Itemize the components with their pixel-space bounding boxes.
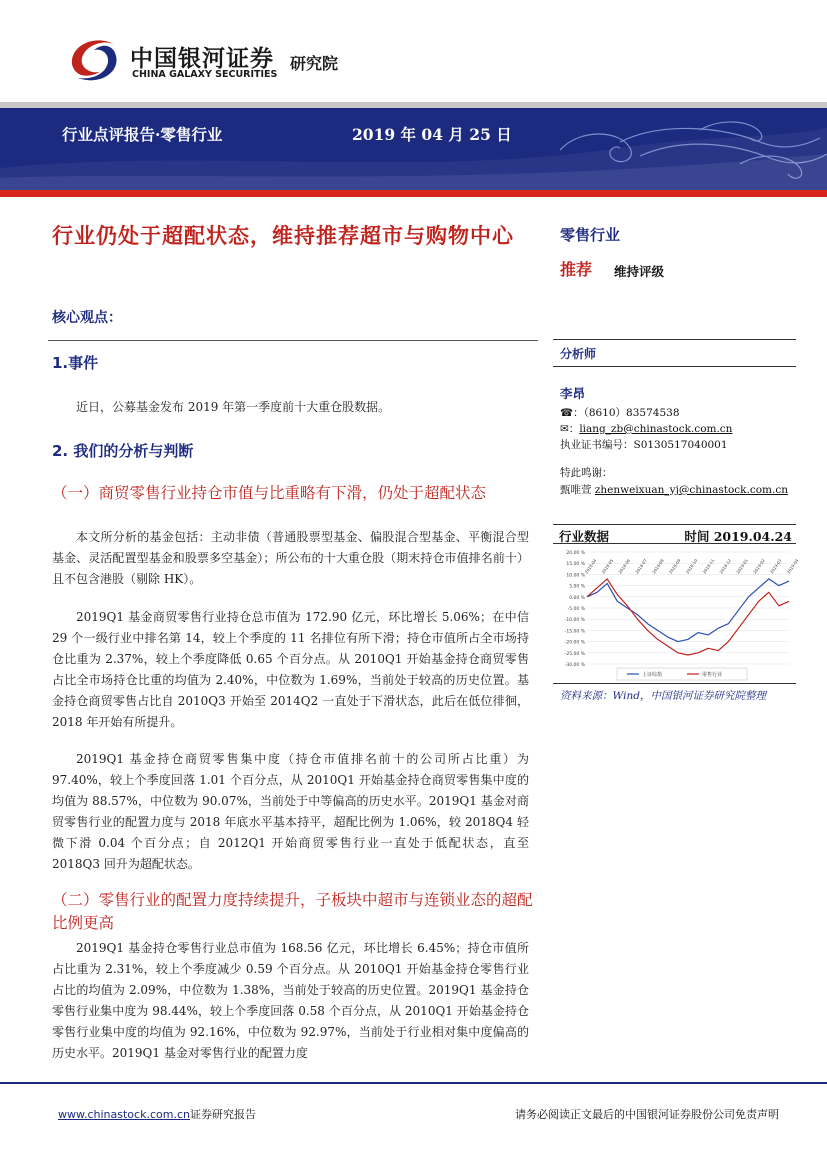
chart-source: 资料来源：Wind，中国银河证券研究院整理 [560, 690, 766, 702]
subsection-1-paragraph-2: 2019Q1 基金商贸零售行业持仓总市值为 172.90 亿元，环比增长 5.06%；在中信 29 个一级行业中排名第 14，较上个季度的 11 名排位有所下滑；持仓市值所占全市场持仓比重为 2.37%，较上个季度降低 0.65 个百分点。从 2010Q1 开始基金持仓商贸零售占比全市场持仓比重的均值为 2.40%，中位数为 1.69%，当前处于较高的历史位置。基金持仓商贸零售占比自 2010Q3 开始至 2014Q2 一直处于下滑状态，此后在低位徘徊，2018 年开始有所提升。 [52, 610, 529, 729]
thanks-row [560, 482, 788, 497]
chart-y-tick-label: 5.00 % [569, 584, 585, 590]
market-line-chart [557, 546, 800, 683]
market-data-label: 行业数据 [559, 529, 610, 544]
report-type: 行业点评报告·零售行业 [62, 125, 223, 144]
subsection-1-paragraph-1: 本文所分析的基金包括：主动非债（普通股票型基金、偏股混合型基金、平衡混合型基金、灵活配置型基金和股票多空基金）；所公布的十大重仓股（期末持仓市值排名前十）且不包含港股（剔除 HK）。 [52, 530, 529, 586]
chart-y-tick-label: -5.00 % [567, 607, 585, 612]
thanks-email[interactable]: zhenweixuan_yj@chinastock.com.cn [594, 484, 788, 496]
analyst-top-rule [553, 339, 796, 340]
chart-legend-label: 上证综指 [642, 672, 663, 678]
brand-name-cn: 中国银河证券 [130, 46, 274, 72]
event-paragraph: 近日，公募基金发布 2019 年第一季度前十大重仓股数据。 [76, 400, 391, 414]
chart-x-tick-label: 2018-05 [600, 558, 615, 575]
subsection-1-paragraph-3: 2019Q1 基金持仓商贸零售集中度（持仓市值排名前十的公司所占比重）为 97.40%，较上个季度回落 1.01 个百分点，从 2010Q1 开始基金持仓商贸零售集中度的均值为 88.57%，中位数为 90.07%，当前处于中等偏高的历史水平。2019Q1 基金对商贸零售行业的配置力度与 2018 年底水平基本持平，超配比例为 1.06%，较 2018Q4 轻微下滑 0.04 个百分点；自 2012Q1 开始商贸零售行业一直处于低配状态，直至 2018Q3 回升为超配状态。 [52, 752, 529, 871]
subsection-2-heading: （二）零售行业的配置力度持续提升，子板块中超市与连锁业态的超配比例更高 [52, 891, 533, 932]
chart-x-tick-label: 2018-10 [684, 558, 699, 575]
chart-series-line [587, 579, 789, 642]
chart-y-tick-label: -25.00 % [564, 651, 585, 657]
chart-series-line [587, 579, 789, 655]
banner-red-stripe [0, 190, 827, 197]
rating-value: 推荐 [560, 260, 593, 279]
analysis-heading: 2. 我们的分析与判断 [52, 442, 194, 460]
chart-y-tick-label: 10.00 % [566, 573, 585, 579]
analyst-email-row [560, 421, 732, 436]
footer-rule [0, 1082, 827, 1084]
chart-y-tick-label: -20.00 % [564, 640, 585, 646]
chart-x-tick-label: 2019-02 [752, 558, 766, 575]
chart-x-tick-label: 2018-11 [701, 558, 716, 575]
analyst-name: 李昂 [560, 386, 586, 401]
chart-x-tick-label: 2018-12 [718, 558, 733, 575]
analyst-cert: 执业证书编号：S0130517040001 [560, 439, 728, 451]
chart-y-tick-label: 20.00 % [566, 551, 585, 556]
analyst-phone: ☎：（8610）83574538 [560, 407, 680, 419]
market-data-time: 时间 2019.04.24 [684, 529, 792, 544]
chart-x-tick-label: 2019-03 [768, 558, 783, 575]
footer-url[interactable]: www.chinastock.com.cn [58, 1108, 190, 1121]
chart-bottom-rule [553, 683, 796, 684]
chart-y-tick-label: 15.00 % [566, 562, 585, 568]
report-banner [0, 108, 827, 190]
chart-x-tick-label: 2018-06 [617, 558, 632, 575]
analyst-email[interactable]: liang_zb@chinastock.com.cn [579, 423, 733, 435]
analyst-bottom-rule [553, 366, 796, 367]
thanks-name: 甄唯萱 [560, 484, 592, 496]
footer-label: 证券研究报告 [189, 1108, 256, 1121]
subsection-2-paragraph-1: 2019Q1 基金持仓零售行业总市值为 168.56 亿元，环比增长 6.45%；持仓市值所占比重为 2.31%，较上个季度减少 0.59 个百分点。从 2010Q1 开始基金持仓零售行业占比的均值为 2.09%，中位数为 1.38%，当前处于较高的历史位置。2019Q1 基金持仓零售行业集中度为 98.44%，较上个季度回落 0.58 个百分点，从 2010Q1 开始基金持仓零售行业集中度的均值为 92.16%，中位数为 92.97%，当前处于行业相对集中度偏高的历史水平。2019Q1 基金对零售行业的配置力度 [52, 941, 529, 1060]
galaxy-logo-icon [64, 34, 124, 86]
chart-x-tick-label: 2018-04 [583, 558, 598, 575]
chart-y-tick-label: -10.00 % [564, 618, 585, 624]
banner-swoosh-decoration [0, 108, 827, 190]
chart-y-tick-label: 0.00 % [569, 595, 585, 601]
core-divider [48, 340, 538, 341]
chart-x-tick-label: 2019-04 [785, 558, 800, 575]
chart-legend-label: 零售行业 [702, 672, 723, 678]
chart-y-tick-label: -30.00 % [564, 663, 585, 668]
analyst-label: 分析师 [560, 347, 597, 361]
subsection-1-heading: （一）商贸零售行业持仓市值与比重略有下滑，仍处于超配状态 [52, 484, 487, 502]
market-data-header [553, 524, 796, 544]
sidebar-sector: 零售行业 [560, 226, 621, 244]
footer-disclaimer: 请务必阅读正文最后的中国银河证券股份公司免责声明 [515, 1108, 779, 1121]
report-date: 2019 年 04 月 25 日 [352, 125, 512, 144]
footer-left [58, 1106, 256, 1122]
core-viewpoint-label: 核心观点： [52, 310, 122, 326]
chart-x-tick-label: 2018-07 [634, 558, 648, 575]
chart-x-tick-label: 2018-08 [651, 558, 665, 575]
thanks-label: 特此鸣谢： [560, 467, 613, 479]
event-heading: 1.事件 [52, 354, 99, 372]
email-icon: ✉： [560, 423, 580, 435]
rating-sub: 维持评级 [614, 264, 665, 279]
brand-name-en: CHINA GALAXY SECURITIES [132, 69, 278, 80]
chart-x-tick-label: 2019-01 [735, 558, 749, 575]
chart-y-tick-label: -15.00 % [564, 629, 585, 635]
report-title: 行业仍处于超配状态，维持推荐超市与购物中心 [52, 224, 514, 248]
chart-x-tick-label: 2018-09 [667, 558, 682, 575]
institute-name: 研究院 [290, 54, 339, 73]
